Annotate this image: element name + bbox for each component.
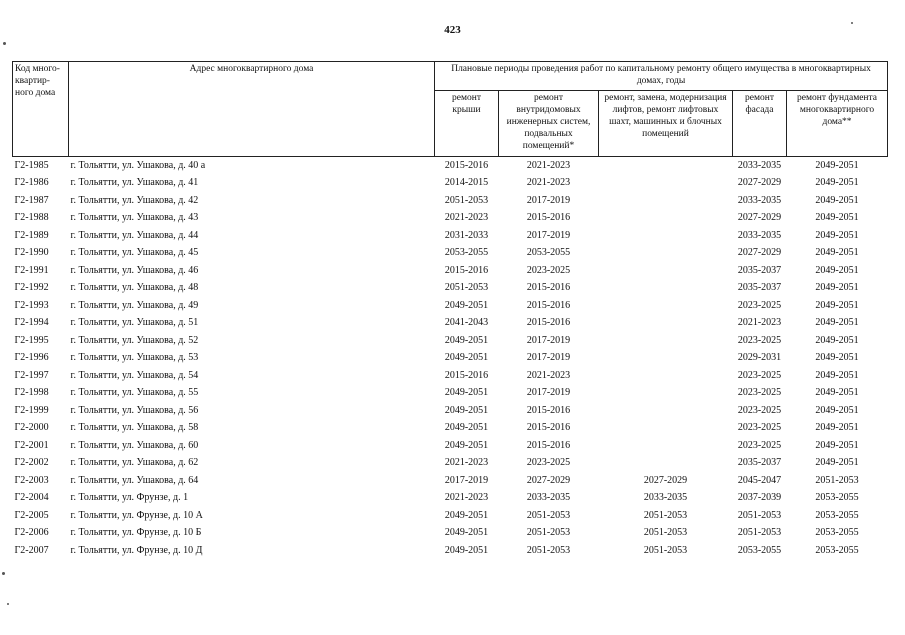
cell-facade: 2033-2035 bbox=[737, 229, 782, 241]
cell-foundation: 2049-2051 bbox=[815, 299, 859, 311]
cell-foundation: 2049-2051 bbox=[815, 352, 859, 364]
cell-roof: 2031-2033 bbox=[444, 229, 489, 241]
cell-code: Г2-1996 bbox=[14, 352, 49, 364]
cell-elevator bbox=[599, 367, 733, 385]
table-row bbox=[13, 507, 888, 525]
cell-engineering: 2021-2023 bbox=[526, 177, 571, 189]
cell-code: Г2-2003 bbox=[14, 474, 49, 486]
cell-engineering: 2051-2053 bbox=[526, 509, 571, 521]
cell-engineering: 2053-2055 bbox=[526, 247, 571, 259]
header-facade: ремонт фасада bbox=[733, 91, 787, 157]
cell-facade: 2035-2037 bbox=[737, 264, 782, 276]
cell-elevator: 2033-2035 bbox=[643, 492, 688, 504]
table-row bbox=[13, 542, 888, 560]
cell-address: г. Тольятти, ул. Ушакова, д. 52 bbox=[70, 334, 199, 346]
cell-roof: 2015-2016 bbox=[444, 264, 489, 276]
cell-elevator bbox=[599, 437, 733, 455]
cell-code: Г2-2006 bbox=[14, 527, 49, 539]
cell-address: г. Тольятти, ул. Ушакова, д. 53 bbox=[70, 352, 199, 364]
table-row bbox=[13, 402, 888, 420]
cell-facade: 2035-2037 bbox=[737, 282, 782, 294]
cell-facade: 2045-2047 bbox=[737, 474, 782, 486]
cell-facade: 2023-2025 bbox=[737, 404, 782, 416]
cell-foundation: 2051-2053 bbox=[815, 474, 859, 486]
cell-engineering: 2023-2025 bbox=[526, 264, 571, 276]
table-row bbox=[13, 455, 888, 473]
table-row bbox=[13, 227, 888, 245]
cell-engineering: 2023-2025 bbox=[526, 457, 571, 469]
cell-foundation: 2049-2051 bbox=[815, 334, 859, 346]
cell-code: Г2-1992 bbox=[14, 282, 49, 294]
cell-roof: 2049-2051 bbox=[444, 439, 489, 451]
cell-elevator bbox=[599, 315, 733, 333]
cell-foundation: 2049-2051 bbox=[815, 404, 859, 416]
cell-code: Г2-1985 bbox=[14, 159, 49, 171]
table-row bbox=[13, 262, 888, 280]
scan-speck bbox=[7, 603, 9, 605]
cell-engineering: 2017-2019 bbox=[526, 387, 571, 399]
repair-schedule-table bbox=[12, 61, 888, 560]
cell-roof: 2049-2051 bbox=[444, 509, 489, 521]
cell-elevator bbox=[599, 245, 733, 263]
table-row bbox=[13, 297, 888, 315]
header-address: Адрес многоквартирного дома bbox=[69, 62, 435, 157]
cell-roof: 2049-2051 bbox=[444, 352, 489, 364]
table-row bbox=[13, 210, 888, 228]
cell-engineering: 2015-2016 bbox=[526, 317, 571, 329]
cell-code: Г2-1991 bbox=[14, 264, 49, 276]
cell-elevator bbox=[599, 420, 733, 438]
cell-elevator: 2051-2053 bbox=[643, 544, 688, 556]
cell-roof: 2051-2053 bbox=[444, 194, 489, 206]
cell-facade: 2029-2031 bbox=[737, 352, 782, 364]
cell-elevator bbox=[599, 332, 733, 350]
cell-facade: 2037-2039 bbox=[737, 492, 782, 504]
cell-roof: 2053-2055 bbox=[444, 247, 489, 259]
cell-foundation: 2049-2051 bbox=[815, 317, 859, 329]
cell-facade: 2033-2035 bbox=[737, 159, 782, 171]
cell-engineering: 2021-2023 bbox=[526, 159, 571, 171]
cell-address: г. Тольятти, ул. Ушакова, д. 49 bbox=[70, 299, 199, 311]
cell-roof: 2017-2019 bbox=[444, 474, 489, 486]
cell-roof: 2021-2023 bbox=[444, 457, 489, 469]
header-engineering: ремонт внутридомовых инженерных систем, подвальных помещений* bbox=[499, 91, 599, 157]
cell-facade: 2051-2053 bbox=[737, 527, 782, 539]
table-row bbox=[13, 192, 888, 210]
cell-foundation: 2049-2051 bbox=[815, 387, 859, 399]
cell-code: Г2-1989 bbox=[14, 229, 49, 241]
cell-elevator: 2051-2053 bbox=[643, 509, 688, 521]
cell-engineering: 2015-2016 bbox=[526, 282, 571, 294]
cell-foundation: 2053-2055 bbox=[815, 544, 859, 556]
cell-elevator bbox=[599, 280, 733, 298]
cell-roof: 2051-2053 bbox=[444, 282, 489, 294]
cell-foundation: 2053-2055 bbox=[815, 527, 859, 539]
cell-address: г. Тольятти, ул. Фрунзе, д. 10 Д bbox=[70, 544, 203, 556]
cell-roof: 2049-2051 bbox=[444, 404, 489, 416]
cell-engineering: 2017-2019 bbox=[526, 352, 571, 364]
table-row bbox=[13, 525, 888, 543]
scan-speck bbox=[851, 22, 853, 24]
table-row bbox=[13, 157, 888, 175]
header-foundation: ремонт фундамента многоквартирного дома** bbox=[787, 91, 888, 157]
cell-roof: 2015-2016 bbox=[444, 369, 489, 381]
cell-foundation: 2049-2051 bbox=[815, 159, 859, 171]
cell-elevator: 2051-2053 bbox=[643, 527, 688, 539]
cell-roof: 2049-2051 bbox=[444, 544, 489, 556]
cell-address: г. Тольятти, ул. Ушакова, д. 48 bbox=[70, 282, 199, 294]
cell-elevator: 2027-2029 bbox=[643, 474, 688, 486]
cell-address: г. Тольятти, ул. Фрунзе, д. 10 А bbox=[70, 509, 203, 521]
cell-address: г. Тольятти, ул. Фрунзе, д. 1 bbox=[70, 492, 189, 504]
cell-elevator bbox=[599, 192, 733, 210]
cell-address: г. Тольятти, ул. Ушакова, д. 54 bbox=[70, 369, 199, 381]
cell-foundation: 2053-2055 bbox=[815, 509, 859, 521]
cell-facade: 2023-2025 bbox=[737, 299, 782, 311]
cell-foundation: 2049-2051 bbox=[815, 369, 859, 381]
cell-code: Г2-2001 bbox=[14, 439, 49, 451]
cell-elevator bbox=[599, 262, 733, 280]
cell-code: Г2-1998 bbox=[14, 387, 49, 399]
cell-code: Г2-2000 bbox=[14, 422, 49, 434]
cell-elevator bbox=[599, 402, 733, 420]
cell-foundation: 2049-2051 bbox=[815, 264, 859, 276]
header-roof: ремонт крыши bbox=[435, 91, 499, 157]
cell-engineering: 2015-2016 bbox=[526, 299, 571, 311]
cell-facade: 2027-2029 bbox=[737, 247, 782, 259]
cell-address: г. Тольятти, ул. Ушакова, д. 42 bbox=[70, 194, 199, 206]
table-row bbox=[13, 315, 888, 333]
cell-address: г. Тольятти, ул. Ушакова, д. 62 bbox=[70, 457, 199, 469]
cell-facade: 2035-2037 bbox=[737, 457, 782, 469]
cell-address: г. Тольятти, ул. Ушакова, д. 51 bbox=[70, 317, 199, 329]
cell-foundation: 2053-2055 bbox=[815, 492, 859, 504]
cell-code: Г2-1994 bbox=[14, 317, 49, 329]
cell-facade: 2051-2053 bbox=[737, 509, 782, 521]
cell-roof: 2049-2051 bbox=[444, 527, 489, 539]
cell-foundation: 2049-2051 bbox=[815, 229, 859, 241]
table-row bbox=[13, 385, 888, 403]
cell-elevator bbox=[599, 297, 733, 315]
header-code: Код много-квартир-ного дома bbox=[13, 62, 69, 157]
cell-roof: 2049-2051 bbox=[444, 334, 489, 346]
cell-code: Г2-2002 bbox=[14, 457, 49, 469]
cell-code: Г2-1993 bbox=[14, 299, 49, 311]
cell-engineering: 2051-2053 bbox=[526, 527, 571, 539]
cell-engineering: 2015-2016 bbox=[526, 404, 571, 416]
cell-elevator bbox=[599, 210, 733, 228]
cell-facade: 2027-2029 bbox=[737, 177, 782, 189]
cell-code: Г2-1988 bbox=[14, 212, 49, 224]
cell-facade: 2053-2055 bbox=[737, 544, 782, 556]
table-row bbox=[13, 280, 888, 298]
cell-roof: 2015-2016 bbox=[444, 159, 489, 171]
cell-address: г. Тольятти, ул. Ушакова, д. 58 bbox=[70, 422, 199, 434]
cell-roof: 2049-2051 bbox=[444, 299, 489, 311]
cell-facade: 2023-2025 bbox=[737, 369, 782, 381]
cell-address: г. Тольятти, ул. Фрунзе, д. 10 Б bbox=[70, 527, 202, 539]
cell-facade: 2023-2025 bbox=[737, 334, 782, 346]
cell-address: г. Тольятти, ул. Ушакова, д. 55 bbox=[70, 387, 199, 399]
cell-code: Г2-1987 bbox=[14, 194, 49, 206]
cell-address: г. Тольятти, ул. Ушакова, д. 56 bbox=[70, 404, 199, 416]
cell-elevator bbox=[599, 175, 733, 193]
scan-speck bbox=[3, 42, 6, 45]
cell-roof: 2041-2043 bbox=[444, 317, 489, 329]
cell-address: г. Тольятти, ул. Ушакова, д. 41 bbox=[70, 177, 199, 189]
table-row bbox=[13, 350, 888, 368]
table-row bbox=[13, 490, 888, 508]
cell-facade: 2027-2029 bbox=[737, 212, 782, 224]
cell-address: г. Тольятти, ул. Ушакова, д. 44 bbox=[70, 229, 199, 241]
cell-roof: 2021-2023 bbox=[444, 492, 489, 504]
table-row bbox=[13, 245, 888, 263]
cell-elevator bbox=[599, 157, 733, 175]
cell-foundation: 2049-2051 bbox=[815, 422, 859, 434]
cell-address: г. Тольятти, ул. Ушакова, д. 43 bbox=[70, 212, 199, 224]
cell-engineering: 2017-2019 bbox=[526, 334, 571, 346]
cell-engineering: 2017-2019 bbox=[526, 194, 571, 206]
cell-address: г. Тольятти, ул. Ушакова, д. 45 bbox=[70, 247, 199, 259]
cell-facade: 2023-2025 bbox=[737, 439, 782, 451]
cell-code: Г2-1997 bbox=[14, 369, 49, 381]
cell-roof: 2049-2051 bbox=[444, 387, 489, 399]
cell-code: Г2-1995 bbox=[14, 334, 49, 346]
cell-roof: 2049-2051 bbox=[444, 422, 489, 434]
cell-elevator bbox=[599, 350, 733, 368]
table-row bbox=[13, 437, 888, 455]
cell-foundation: 2049-2051 bbox=[815, 457, 859, 469]
cell-code: Г2-2007 bbox=[14, 544, 49, 556]
cell-facade: 2033-2035 bbox=[737, 194, 782, 206]
page-number: 423 bbox=[444, 24, 461, 36]
table-row bbox=[13, 332, 888, 350]
cell-elevator bbox=[599, 227, 733, 245]
cell-engineering: 2051-2053 bbox=[526, 544, 571, 556]
cell-roof: 2021-2023 bbox=[444, 212, 489, 224]
cell-foundation: 2049-2051 bbox=[815, 212, 859, 224]
table-row bbox=[13, 367, 888, 385]
cell-code: Г2-1986 bbox=[14, 177, 49, 189]
cell-facade: 2021-2023 bbox=[737, 317, 782, 329]
cell-code: Г2-1990 bbox=[14, 247, 49, 259]
table-row bbox=[13, 420, 888, 438]
scan-speck bbox=[2, 572, 5, 575]
cell-foundation: 2049-2051 bbox=[815, 247, 859, 259]
cell-facade: 2023-2025 bbox=[737, 387, 782, 399]
cell-engineering: 2015-2016 bbox=[526, 212, 571, 224]
cell-foundation: 2049-2051 bbox=[815, 282, 859, 294]
table-row bbox=[13, 175, 888, 193]
cell-elevator bbox=[599, 455, 733, 473]
cell-address: г. Тольятти, ул. Ушакова, д. 64 bbox=[70, 474, 199, 486]
table-row bbox=[13, 472, 888, 490]
cell-code: Г2-2005 bbox=[14, 509, 49, 521]
cell-engineering: 2017-2019 bbox=[526, 229, 571, 241]
cell-elevator bbox=[599, 385, 733, 403]
cell-engineering: 2021-2023 bbox=[526, 369, 571, 381]
cell-address: г. Тольятти, ул. Ушакова, д. 60 bbox=[70, 439, 199, 451]
header-elevator: ремонт, замена, модернизация лифтов, ремонт лифтовых шахт, машинных и блочных помещений bbox=[599, 91, 733, 157]
cell-address: г. Тольятти, ул. Ушакова, д. 40 а bbox=[70, 159, 206, 171]
cell-address: г. Тольятти, ул. Ушакова, д. 46 bbox=[70, 264, 199, 276]
cell-engineering: 2015-2016 bbox=[526, 439, 571, 451]
cell-code: Г2-2004 bbox=[14, 492, 49, 504]
cell-foundation: 2049-2051 bbox=[815, 439, 859, 451]
cell-facade: 2023-2025 bbox=[737, 422, 782, 434]
cell-engineering: 2015-2016 bbox=[526, 422, 571, 434]
table-body bbox=[13, 157, 888, 560]
cell-engineering: 2027-2029 bbox=[526, 474, 571, 486]
cell-foundation: 2049-2051 bbox=[815, 194, 859, 206]
cell-foundation: 2049-2051 bbox=[815, 177, 859, 189]
header-periods: Плановые периоды проведения работ по капитальному ремонту общего имущества в многоквартирных домах, годы bbox=[435, 62, 888, 91]
cell-code: Г2-1999 bbox=[14, 404, 49, 416]
cell-roof: 2014-2015 bbox=[444, 177, 489, 189]
cell-engineering: 2033-2035 bbox=[526, 492, 571, 504]
